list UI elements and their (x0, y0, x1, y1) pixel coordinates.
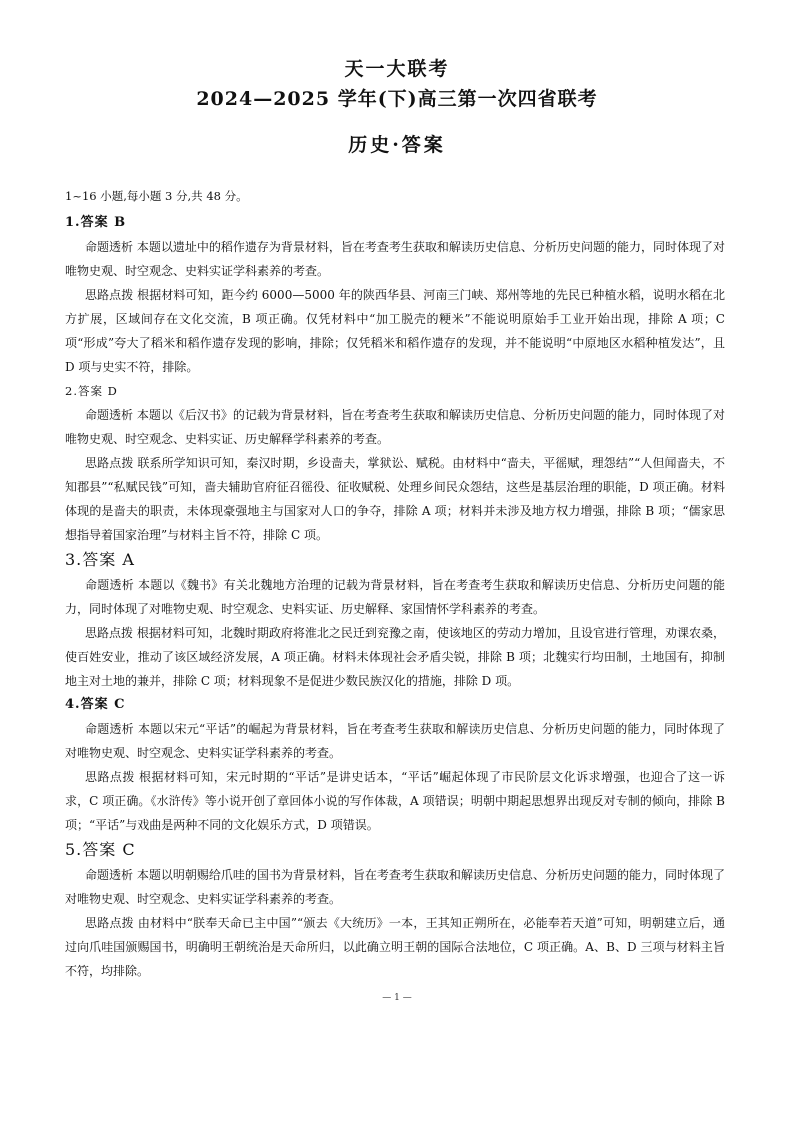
analysis-paragraph: 命题透析 本题以《后汉书》的记载为背景材料，旨在考查考生获取和解读历史信息、分析历史问题的能力，同时体现了对唯物史观、时空观念、史料实证、历史解释学科素养的考查。 (65, 408, 725, 446)
reasoning-paragraph: 思路点拨 由材料中“朕奉天命已主中国”“颁去《大统历》一本，王其知正朔所在，必能奉若天道”可知，明朝建立后，通过向爪哇国颁赐国书，明确明王朝统治是天命所归，以此确立明王朝的国际合法地位，C 项正确。A、B、D 三项与材料主旨不符，均排除。 (65, 916, 725, 978)
scoring-note: 1~16 小题,每小题 3 分,共 48 分。 (65, 189, 248, 203)
analysis-paragraph: 命题透析 本题以明朝赐给爪哇的国书为背景材料，旨在考查考生获取和解读历史信息、分析历史问题的能力，同时体现了对唯物史观、时空观念、史料实证学科素养的考查。 (65, 868, 725, 906)
exam-organizer-title: 天一大联考 (344, 58, 450, 80)
question-2 (65, 379, 725, 547)
subject-title: 历史·答案 (348, 134, 446, 156)
reasoning-paragraph: 思路点拨 根据材料可知，北魏时期政府将淮北之民迁到兖豫之南，使该地区的劳动力增加，且设官进行管理，劝课农桑，使百姓安业，推动了该区域经济发展，A 项正确。材料未体现社会矛盾尖锐，排除 B 项；北魏实行均田制，土地国有，抑制地主对土地的兼并，排除 C 项；材料现象不是促进少数民族汉化的措施，排除 D 项。 (65, 626, 725, 688)
answer-heading: 3.答案 A (65, 550, 135, 569)
exam-name-title: 2024—2025 学年(下)高三第一次四省联考 (196, 88, 598, 110)
analysis-paragraph: 命题透析 本题以遗址中的稻作遗存为背景材料，旨在考查考生获取和解读历史信息、分析历史问题的能力，同时体现了对唯物史观、时空观念、史料实证学科素养的考查。 (65, 240, 725, 278)
page-number: — 1 — (382, 993, 412, 1003)
answer-heading: 5.答案 C (65, 840, 136, 859)
reasoning-paragraph: 思路点拨 根据材料可知，宋元时期的“平话”是讲史话本，“平话”崛起体现了市民阶层文化诉求增强，也迎合了这一诉求，C 项正确。《水浒传》等小说开创了章回体小说的写作体裁，A 项错误；明朝中期起思想界出现反对专制的倾向，排除 B 项；“平话”与戏曲是两种不同的文化娱乐方式，D 项错误。 (65, 770, 725, 832)
answer-heading: 1.答案 B (65, 215, 127, 230)
answers-content (65, 211, 725, 983)
question-4 (65, 693, 725, 837)
question-3 (65, 547, 725, 693)
answer-heading: 2.答案 D (65, 384, 118, 398)
reasoning-paragraph: 思路点拨 根据材料可知，距今约 6000—5000 年的陕西华县、河南三门峡、郑州等地的先民已种植水稻，说明水稻在北方扩展，区域间存在文化交流，B 项正确。仅凭材料中“加工脱壳的粳米”不能说明原始手工业开始出现，排除 A 项；C 项“形成”夸大了稻米和稻作遗存发现的影响，排除；仅凭稻米和稻作遗存的发现，并不能说明“中原地区水稻种植发达”，且 D 项与史实不符，排除。 (65, 288, 725, 374)
analysis-paragraph: 命题透析 本题以宋元“平话”的崛起为背景材料，旨在考查考生获取和解读历史信息、分析历史问题的能力，同时体现了对唯物史观、时空观念、史料实证学科素养的考查。 (65, 722, 725, 760)
question-1 (65, 211, 725, 379)
reasoning-paragraph: 思路点拨 联系所学知识可知，秦汉时期，乡设啬夫，掌狱讼、赋税。由材料中“啬夫，平徭赋，理怨结”“人但闻啬夫，不知郡县”“私赋民钱”可知，啬夫辅助官府征召徭役、征收赋税、处理乡间民众怨结，这些是基层治理的职能，D 项正确。材料体现的是啬夫的职责，未体现豪强地主与国家对人口的争夺，排除 A 项；材料并未涉及地方权力增强，排除 B 项；“儒家思想指导着国家治理”与材料主旨不符，排除 C 项。 (65, 456, 725, 542)
question-5 (65, 837, 725, 983)
answer-heading: 4.答案 C (65, 697, 126, 712)
analysis-paragraph: 命题透析 本题以《魏书》有关北魏地方治理的记载为背景材料，旨在考查考生获取和解读历史信息、分析历史问题的能力，同时体现了对唯物史观、时空观念、史料实证、历史解释、家国情怀学科素养的考查。 (65, 578, 725, 616)
